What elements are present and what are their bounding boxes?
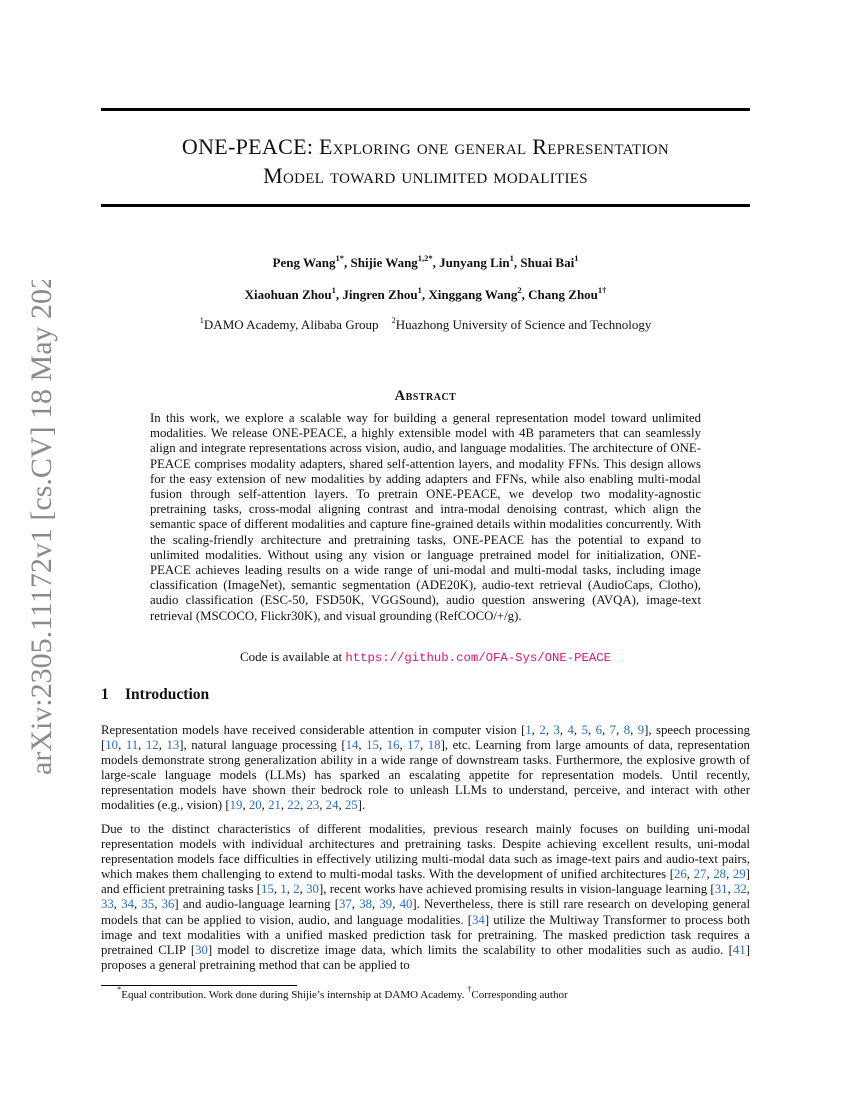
citation-link[interactable]: 20 bbox=[248, 798, 262, 813]
citation-link[interactable]: 6 bbox=[595, 723, 603, 737]
citation-link[interactable]: 4 bbox=[567, 723, 574, 737]
author-affiliation-marker: 1† bbox=[597, 284, 607, 295]
affiliation-name: Huazhong University of Science and Technology bbox=[395, 317, 652, 332]
citation-link[interactable]: 30 bbox=[195, 942, 208, 957]
section-heading-introduction bbox=[101, 686, 209, 704]
citation-link[interactable]: 39 bbox=[379, 897, 393, 912]
abstract-heading: Abstract bbox=[394, 388, 457, 404]
arxiv-identifier: arXiv:2305.11172v1 [cs.CV] 18 May 2023 bbox=[25, 280, 58, 775]
author-affiliation-marker: 2 bbox=[517, 284, 522, 295]
code-prefix: Code is available at bbox=[239, 649, 346, 664]
title-line2: Model toward unlimited modalities bbox=[263, 163, 588, 188]
citation-link[interactable]: 21 bbox=[268, 798, 281, 813]
citation-link[interactable]: 13 bbox=[166, 738, 180, 753]
affiliation-marker: 2 bbox=[391, 314, 396, 325]
intro-paragraph-1: Representation models have received considerable attention in computer vision [1, 2, 3, 4, 5, 6, 7, 8, 9], speech processing [10, 11, 12, 13], natural language processing [14, 15, 16, 17, 18], etc. Learning from large amounts of data, representation models demonstrate strong generalization ability in a wide range of downstream tasks. Furthermore, the explosive growth of large-scale language models (LLMs) has sparked an escalating appetite for representation models. Until recently, representation models have shown their bedrock role to unleash LLMs to understand, perceive, and interact with other modalities (e.g., vision) [19, 20, 21, 22, 23, 24, 25]. bbox=[101, 723, 751, 813]
citation-link[interactable]: 2 bbox=[293, 882, 300, 897]
section-number: 1 bbox=[101, 686, 109, 703]
citation-link[interactable]: 22 bbox=[287, 798, 301, 813]
author-affiliation-marker: 1,2* bbox=[417, 252, 433, 263]
citation-link[interactable]: 28 bbox=[713, 867, 727, 882]
author-name: Junyang Lin bbox=[439, 255, 510, 270]
code-url-link[interactable]: https://github.com/OFA-Sys/ONE-PEACE bbox=[345, 651, 612, 665]
footnote-marker-corresponding: † bbox=[467, 984, 472, 995]
citation-link[interactable]: 23 bbox=[306, 798, 320, 813]
author-affiliation-marker: 1 bbox=[331, 284, 336, 295]
citation-link[interactable]: 19 bbox=[229, 798, 243, 813]
title-line1-rest: : Exploring one general Representation bbox=[306, 134, 670, 159]
citation-link[interactable]: 8 bbox=[623, 723, 631, 737]
title-brand: ONE-PEACE bbox=[181, 134, 307, 159]
citation-link[interactable]: 15 bbox=[261, 882, 274, 897]
citation-link[interactable]: 10 bbox=[105, 738, 119, 753]
citation-link[interactable]: 7 bbox=[609, 723, 617, 737]
intro-paragraph-2: Due to the distinct characteristics of different modalities, previous research mainly focuses on building uni-modal representation models with individual architectures and pretraining tasks. Despite achieving excellent results, uni-modal representation models face difficulties in effectively utilizing multi-modal data such as image-text pairs and audio-text pairs, which makes them challenging to extend to multi-modal tasks. With the development of unified architectures [26, 27, 28, 29] and efficient pretraining tasks [15, 1, 2, 30], recent works have achieved promising results in vision-language learning [31, 32, 33, 34, 35, 36] and audio-language learning [37, 38, 39, 40]. Nevertheless, there is still rare research on developing general models that can be applied to vision, audio, and language modalities. [34] utilize the Multiway Transformer to process both image and text modalities with a unified masked prediction task for pretraining. The masked prediction task requires a pretrained CLIP [30] model to discretize image data, which limits the scalability to other modalities such as audio. [41] proposes a general pretraining method that can be applied to bbox=[101, 822, 751, 972]
citation-link[interactable]: 36 bbox=[161, 897, 175, 912]
citation-link[interactable]: 37 bbox=[339, 897, 352, 912]
authors-line-2: Xiaohuan Zhou$^1$, Jingren Zhou$^1$, Xinggang Wang$^2$, Chang Zhou$^{1\dagger}$ bbox=[244, 284, 607, 302]
citation-link[interactable]: 5 bbox=[581, 723, 588, 737]
citation-link[interactable]: 25 bbox=[344, 798, 358, 813]
author-name: Shijie Wang bbox=[350, 255, 418, 270]
citation-link[interactable]: 27 bbox=[693, 867, 707, 882]
citation-link[interactable]: 3 bbox=[553, 723, 560, 737]
author-affiliation-marker: 1 bbox=[509, 252, 514, 263]
title-top-rule bbox=[101, 108, 750, 111]
footnote-rule bbox=[101, 985, 297, 986]
citation-link[interactable]: 17 bbox=[407, 738, 421, 753]
author-name: Jingren Zhou bbox=[342, 287, 418, 302]
footnote-marker-equal: * bbox=[117, 984, 122, 995]
citation-link[interactable]: 30 bbox=[306, 882, 319, 897]
author-name: Xinggang Wang bbox=[428, 287, 518, 302]
footnote-text-equal: Equal contribution. Work done during Shijie’s internship at DAMO Academy. bbox=[121, 989, 468, 1001]
citation-link[interactable]: 38 bbox=[359, 897, 372, 912]
citation-link[interactable]: 31 bbox=[714, 882, 728, 897]
citation-link[interactable]: 34 bbox=[121, 897, 134, 912]
affiliation-marker: 1 bbox=[199, 314, 204, 325]
author-name: Peng Wang bbox=[272, 255, 336, 270]
citation-link[interactable]: 12 bbox=[145, 738, 159, 753]
citation-link[interactable]: 33 bbox=[101, 897, 114, 912]
citation-link[interactable]: 24 bbox=[325, 798, 339, 813]
author-name: Chang Zhou bbox=[528, 287, 598, 302]
citation-link[interactable]: 41 bbox=[732, 942, 746, 957]
citation-link[interactable]: 29 bbox=[732, 867, 746, 882]
citation-link[interactable]: 1 bbox=[280, 882, 287, 897]
arxiv-side-stamp bbox=[20, 280, 60, 780]
citation-link[interactable]: 2 bbox=[539, 723, 546, 737]
paper-title bbox=[101, 132, 750, 190]
title-bottom-rule bbox=[101, 204, 750, 207]
affiliations bbox=[101, 314, 750, 333]
abstract-text: In this work, we explore a scalable way for building a general representation model toward unlimited modalities. We release ONE-PEACE, a highly extensible model with 4B parameters that can seamlessly align and integrate representations across vision, audio, and language modalities. The architecture of ONE-PEACE comprises modality adapters, shared self-attention layers, and modality FFNs. This design allows for the easy extension of new modalities by adding adapters and FFNs, while also enabling multi-modal fusion through self-attention layers. To pretrain ONE-PEACE, we develop two modality-agnostic pretraining tasks, cross-modal aligning contrast and intra-modal denoising contrast, which align the semantic space of different modalities and capture fine-grained details within modalities concurrently. With the scaling-friendly architecture and pretraining tasks, ONE-PEACE has the potential to expand to unlimited modalities. Without using any vision or language pretrained model for initialization, ONE-PEACE achieves leading results on a wide range of uni-modal and multi-modal tasks, including image classification (ImageNet), semantic segmentation (ADE20K), audio-text retrieval (AudioCaps, Clotho), audio classification (ESC-50, FSD50K, VGGSound), audio question answering (AVQA), image-text retrieval (MSCOCO, Flickr30K), and visual grounding (RefCOCO/+/g). bbox=[150, 411, 701, 623]
citation-link[interactable]: 15 bbox=[366, 738, 379, 753]
affiliation-name: DAMO Academy, Alibaba Group bbox=[203, 317, 379, 332]
citation-link[interactable]: 40 bbox=[399, 897, 413, 912]
citation-link[interactable]: 35 bbox=[141, 897, 155, 912]
footnote bbox=[101, 984, 750, 1001]
citation-link[interactable]: 9 bbox=[637, 723, 645, 737]
citation-link[interactable]: 16 bbox=[386, 738, 400, 753]
citation-link[interactable]: 18 bbox=[427, 738, 441, 753]
author-affiliation-marker: 1 bbox=[417, 284, 422, 295]
citation-link[interactable]: 11 bbox=[125, 738, 139, 753]
code-availability bbox=[101, 649, 750, 665]
author-name: Shuai Bai bbox=[520, 255, 575, 270]
author-affiliation-marker: 1 bbox=[574, 252, 579, 263]
author-affiliation-marker: 1* bbox=[335, 252, 344, 263]
citation-link[interactable]: 1 bbox=[525, 723, 532, 737]
citation-link[interactable]: 14 bbox=[345, 738, 359, 753]
authors-line-1: Peng Wang$^{1*}$, Shijie Wang$^{1,2*}$, Junyang Lin$^1$, Shuai Bai$^1$ bbox=[272, 252, 579, 270]
footnote-text-corresponding: Corresponding author bbox=[471, 989, 568, 1001]
citation-link[interactable]: 32 bbox=[734, 882, 747, 897]
author-name: Xiaohuan Zhou bbox=[244, 287, 332, 302]
citation-link[interactable]: 34 bbox=[472, 912, 485, 927]
section-title: Introduction bbox=[125, 686, 210, 703]
citation-link[interactable]: 26 bbox=[674, 867, 687, 882]
